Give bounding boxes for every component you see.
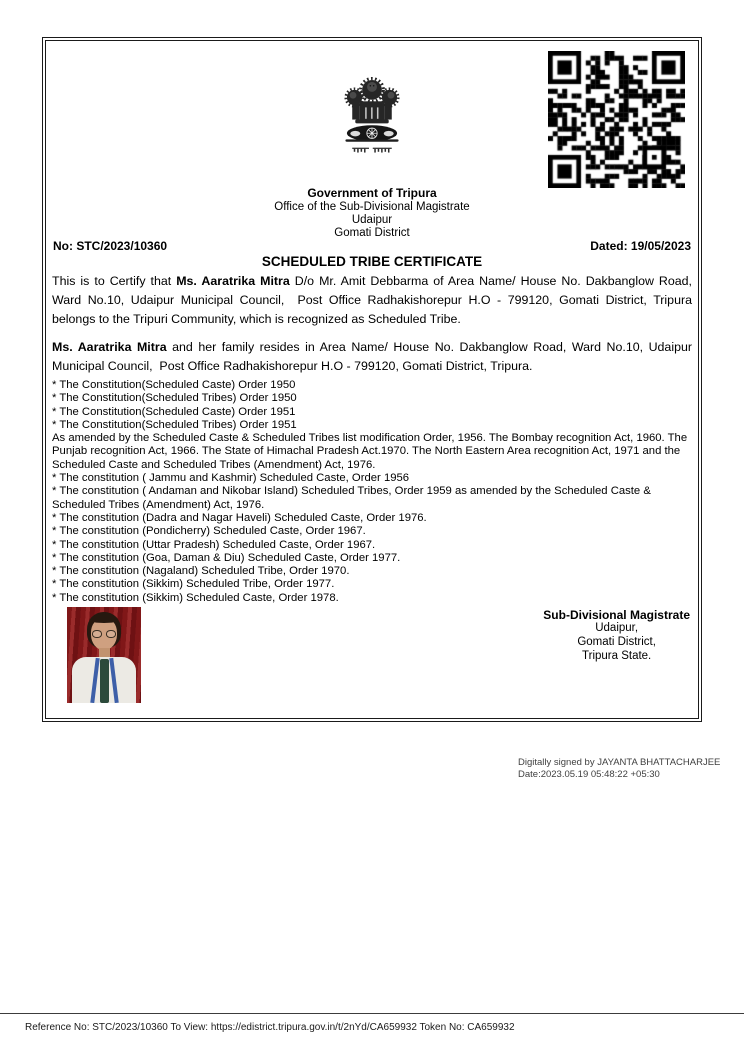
order-item: * The constitution (Sikkim) Scheduled Caste, Order 1978. xyxy=(52,591,339,604)
qr-code-icon xyxy=(548,51,685,188)
para1-pre: This is to Certify that xyxy=(52,274,177,288)
office-line: Office of the Sub-Divisional Magistrate xyxy=(274,200,470,213)
order-item: * The constitution (Dadra and Nagar Haveli) Scheduled Caste, Order 1976. xyxy=(52,511,427,524)
place-line: Udaipur xyxy=(351,213,393,226)
photo-glasses-right-lens xyxy=(106,630,116,638)
order-item: * The constitution (Pondicherry) Scheduled Caste, Order 1967. xyxy=(52,525,366,538)
signatory-place: Udaipur, xyxy=(595,622,639,635)
certificate-date: Dated: 19/05/2023 xyxy=(590,239,691,253)
signatory-block xyxy=(543,608,690,663)
order-item: * The Constitution(Scheduled Caste) Order 1951 xyxy=(52,405,296,418)
signatory-state: Tripura State. xyxy=(582,649,652,662)
certificate-number: No: STC/2023/10360 xyxy=(53,239,168,253)
order-item: * The constitution (Sikkim) Scheduled Tribe, Order 1977. xyxy=(52,578,335,591)
applicant-name: Ms. Aaratrika Mitra xyxy=(176,274,290,288)
photo-tie xyxy=(100,659,109,703)
signatory-title: Sub-Divisional Magistrate xyxy=(543,608,690,623)
photo-glasses-left-lens xyxy=(92,630,102,638)
certificate-header xyxy=(52,41,692,239)
footer-divider xyxy=(0,1013,744,1014)
order-item: * The constitution (Goa, Daman & Diu) Scheduled Caste, Order 1977. xyxy=(52,551,401,564)
order-item: * The constitution (Uttar Pradesh) Scheduled Caste, Order 1967. xyxy=(52,538,376,551)
order-item: * The constitution ( Jammu and Kashmir) Scheduled Caste, Order 1956 xyxy=(52,472,410,485)
government-title: Government of Tripura xyxy=(307,186,437,200)
order-item: * The Constitution(Scheduled Tribes) Order 1951 xyxy=(52,418,297,431)
para1-post: D/o Mr. Amit Debbarma of Area Name/ House No. Dakbanglow Road, Ward No.10, Udaipur Municipal Council, Post Office Radhakishorepur H.O - 799120, Gomati District, Tripura belongs to the Tripuri Community, which is recognized as Scheduled Tribe. xyxy=(52,274,692,326)
applicant-photo xyxy=(67,607,141,703)
certificate-title: SCHEDULED TRIBE CERTIFICATE xyxy=(261,254,483,269)
digital-signature-block xyxy=(518,757,720,780)
signatory-district: Gomati District, xyxy=(577,635,656,648)
applicant-name: Ms. Aaratrika Mitra xyxy=(52,340,167,354)
number-date-row xyxy=(52,239,692,253)
constitution-orders-list xyxy=(52,379,692,605)
digital-signature-line1: Digitally signed by JAYANTA BHATTACHARJEE xyxy=(518,757,721,768)
photo-fringe xyxy=(90,614,118,623)
certificate-frame xyxy=(42,37,702,722)
order-item: * The constitution (Nagaland) Scheduled Tribe, Order 1970. xyxy=(52,565,350,578)
order-item: * The Constitution(Scheduled Tribes) Order 1950 xyxy=(52,392,297,405)
order-item: * The Constitution(Scheduled Caste) Order 1950 xyxy=(52,379,296,391)
order-amendments-note: As amended by the Scheduled Caste & Scheduled Tribes list modification Order, 1956. The Bombay recognition Act, 1960. The Punjab recognition Act, 1966. The State of Himachal Pradesh Act.1970. The North Eastern Area recognition Act, 1971 and the Scheduled Caste and Scheduled Tribes (Amendment) Act, 1976. xyxy=(52,432,688,471)
photo-signature-row xyxy=(52,605,692,707)
india-national-emblem-icon xyxy=(334,69,410,166)
para2-post: and her family resides in Area Name/ House No. Dakbanglow Road, Ward No.10, Udaipur Municipal Council, Post Office Radhakishorepur H.O - 799120, Gomati District, Tripura. xyxy=(52,340,692,373)
footer-reference: Reference No: STC/2023/10360 To View: https://edistrict.tripura.gov.in/t/2nYd/CA659932 Token No: CA659932 xyxy=(25,1022,515,1033)
digital-signature-line2: Date:2023.05.19 05:48:22 +05:30 xyxy=(518,768,660,780)
order-item: * The constitution ( Andaman and Nikobar Island) Scheduled Tribes, Order 1959 as amended by the Scheduled Caste & Scheduled Tribes (Amendment) Act, 1976. xyxy=(52,485,651,511)
district-line: Gomati District xyxy=(334,226,410,239)
issuing-authority-block xyxy=(52,187,692,240)
certificate-paragraph-2 xyxy=(52,338,692,376)
certificate-inner-frame xyxy=(45,40,699,719)
photo-glasses xyxy=(92,630,116,638)
certificate-paragraph-1 xyxy=(52,272,692,329)
